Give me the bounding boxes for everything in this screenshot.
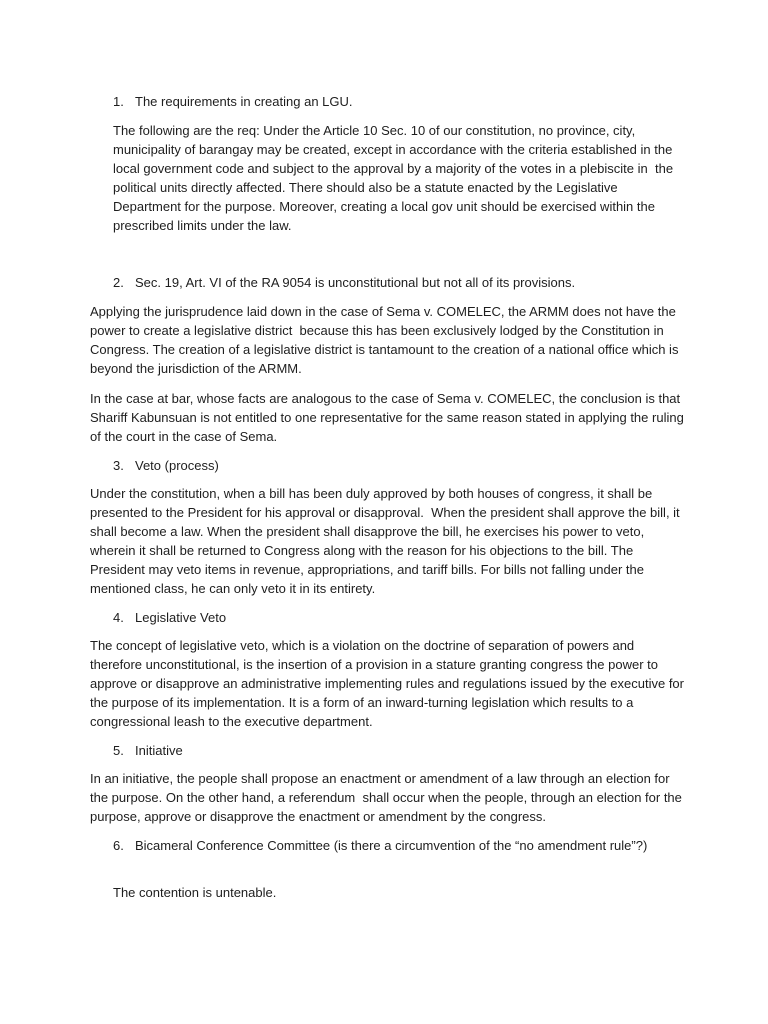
- paragraph-line: approve or disapprove an administrative implementing rules and regulations issued by the executive for: [90, 676, 684, 691]
- item-6-heading: Bicameral Conference Committee (is there a circumvention of the “no amendment rule”?): [135, 838, 648, 853]
- paragraph-line: Department for the purpose. Moreover, creating a local gov unit should be exercised within the: [113, 199, 655, 214]
- item-3-number: 3.: [113, 458, 124, 473]
- paragraph-line: therefore unconstitutional, is the insertion of a provision in a stature granting congress the power to: [90, 657, 658, 672]
- paragraph-line: local government code and subject to the approval by a majority of the votes in a plebiscite in the: [113, 161, 674, 176]
- item-2-number: 2.: [113, 275, 124, 290]
- paragraph-line: Shariff Kabunsuan is not entitled to one representative for the same reason stated in applying the ruling: [90, 410, 684, 425]
- paragraph-line: In an initiative, the people shall propose an enactment or amendment of a law through an election for: [90, 771, 670, 786]
- paragraph-line: power to create a legislative district because this has been exclusively lodged by the Constitution in: [90, 323, 664, 338]
- paragraph-line: The contention is untenable.: [113, 885, 277, 900]
- paragraph-line: In the case at bar, whose facts are analogous to the case of Sema v. COMELEC, the conclusion is that: [90, 391, 681, 406]
- paragraph-line: the purpose of its implementation. It is a form of an inward-turning legislation which results to a: [90, 695, 634, 710]
- paragraph-line: of the court in the case of Sema.: [90, 429, 278, 444]
- paragraph-line: Under the constitution, when a bill has been duly approved by both houses of congress, it shall be: [90, 486, 653, 501]
- paragraph-line: presented to the President for his approval or disapproval. When the president shall approve the bill, it: [90, 505, 680, 520]
- item-3-heading: Veto (process): [135, 458, 219, 473]
- paragraph-line: beyond the jurisdiction of the ARMM.: [90, 361, 302, 376]
- item-2-heading: Sec. 19, Art. VI of the RA 9054 is unconstitutional but not all of its provisions.: [135, 275, 576, 290]
- item-1-number: 1.: [113, 94, 124, 109]
- item-1-heading: The requirements in creating an LGU.: [135, 94, 353, 109]
- paragraph-line: the purpose. On the other hand, a referendum shall occur when the people, through an election for the: [90, 790, 682, 805]
- item-4-number: 4.: [113, 610, 124, 625]
- paragraph-line: prescribed limits under the law.: [113, 218, 292, 233]
- paragraph-line: mentioned class, he can only veto it in its entirety.: [90, 581, 376, 596]
- paragraph-line: The following are the req: Under the Article 10 Sec. 10 of our constitution, no province, city,: [113, 123, 636, 138]
- item-6-number: 6.: [113, 838, 124, 853]
- paragraph-line: shall become a law. When the president shall disapprove the bill, he exercises his power to veto,: [90, 524, 645, 539]
- paragraph-line: wherein it shall be returned to Congress along with the reason for his objections to the bill. The: [90, 543, 634, 558]
- paragraph-line: congressional leash to the executive department.: [90, 714, 373, 729]
- paragraph-line: Congress. The creation of a legislative district is tantamount to the creation of a national office which is: [90, 342, 679, 357]
- paragraph-line: purpose, approve or disapprove the enactment or amendment by the congress.: [90, 809, 546, 824]
- item-4-heading: Legislative Veto: [135, 610, 227, 625]
- paragraph-line: The concept of legislative veto, which is a violation on the doctrine of separation of powers and: [90, 638, 635, 653]
- paragraph-line: President may veto items in revenue, appropriations, and tariff bills. For bills not falling under the: [90, 562, 644, 577]
- paragraph-line: municipality of barangay may be created, except in accordance with the criteria established in the: [113, 142, 673, 157]
- item-5-heading: Initiative: [135, 743, 183, 758]
- item-5-number: 5.: [113, 743, 124, 758]
- paragraph-line: political units directly affected. There should also be a statute enacted by the Legislative: [113, 180, 618, 195]
- paragraph-line: Applying the jurisprudence laid down in the case of Sema v. COMELEC, the ARMM does not have the: [90, 304, 676, 319]
